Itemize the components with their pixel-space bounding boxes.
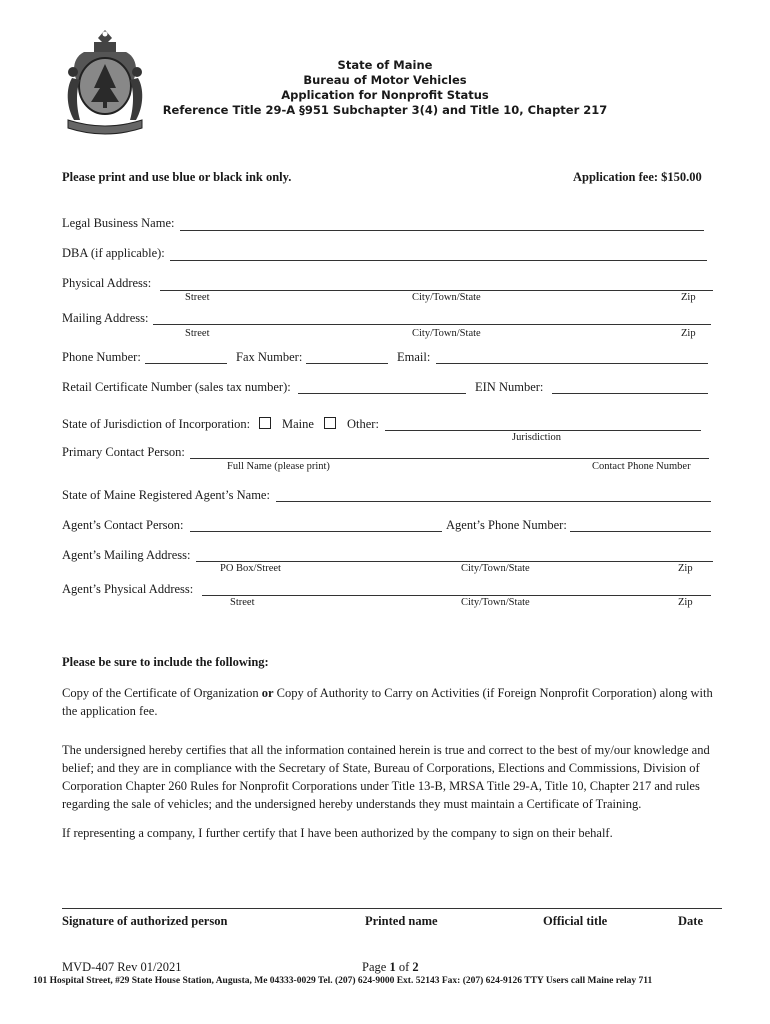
page-number: Page 1 of 2 — [362, 960, 419, 974]
primary-contact-field[interactable] — [190, 458, 709, 459]
header-bureau: Bureau of Motor Vehicles — [303, 73, 467, 87]
dba-field[interactable] — [170, 260, 707, 261]
maine-checkbox[interactable] — [259, 417, 271, 429]
application-fee: Application fee: $150.00 — [573, 170, 702, 184]
email-field[interactable] — [436, 363, 708, 364]
ein-field[interactable] — [552, 393, 708, 394]
zip-caption: Zip — [678, 597, 693, 608]
ink-instructions: Please print and use blue or black ink only. — [62, 170, 292, 184]
agent-contact-field[interactable] — [190, 531, 442, 532]
po-box-caption: PO Box/Street — [220, 563, 281, 574]
header-title: State of Maine — [337, 58, 433, 72]
mailing-address-label: Mailing Address: — [62, 311, 149, 325]
agent-name-label: State of Maine Registered Agent’s Name: — [62, 488, 270, 502]
header-reference: Reference Title 29-A §951 Subchapter 3(4) and Title 10, Chapter 217 — [162, 103, 608, 117]
zip-caption: Zip — [678, 563, 693, 574]
retail-cert-label: Retail Certificate Number (sales tax number): — [62, 380, 291, 394]
agent-phone-field[interactable] — [570, 531, 711, 532]
agent-mailing-label: Agent’s Mailing Address: — [62, 548, 191, 562]
printed-name-label: Printed name — [365, 914, 438, 928]
legal-name-field[interactable] — [180, 230, 704, 231]
certification-text: The undersigned hereby certifies that all the information contained herein is true and correct to the best of my/our knowledge and belief; and they are in compliance with the Secretary of State, Bureau of Corporations, Elections and Commissions, Division of Corporation Chapter 260 Rules for Nonprofit Corporations under Title 13-B, MRSA Title 29-A, Title 10, Chapter 217 and rules regarding the sale of vehicles; and the undersigned hereby understands they must maintain a Certificate of Training. — [62, 743, 710, 811]
agent-contact-label: Agent’s Contact Person: — [62, 518, 184, 532]
retail-cert-field[interactable] — [298, 393, 466, 394]
jurisdiction-label: State of Jurisdiction of Incorporation: — [62, 417, 251, 431]
footer-address: 101 Hospital Street, #29 State House Station, Augusta, Me 04333-0029 Tel. (207) 624-9000 Ext. 52143 Fax: (207) 624-9126 TTY Users call Maine relay 711 — [33, 976, 653, 986]
agent-physical-field[interactable] — [202, 595, 711, 596]
agent-phone-label: Agent’s Phone Number: — [446, 518, 567, 532]
ein-label: EIN Number: — [475, 380, 544, 394]
zip-caption: Zip — [681, 328, 696, 339]
street-caption: Street — [230, 597, 255, 608]
full-name-caption: Full Name (please print) — [227, 461, 330, 472]
jurisdiction-caption: Jurisdiction — [512, 432, 561, 443]
city-caption: City/Town/State — [412, 328, 481, 339]
date-label: Date — [678, 914, 703, 928]
header-form-title: Application for Nonprofit Status — [281, 88, 489, 102]
primary-contact-label: Primary Contact Person: — [62, 445, 185, 459]
street-caption: Street — [185, 328, 210, 339]
fax-field[interactable] — [306, 363, 388, 364]
signature-label: Signature of authorized person — [62, 914, 228, 928]
legal-name-label: Legal Business Name: — [62, 216, 175, 230]
fax-label: Fax Number: — [236, 350, 303, 364]
include-text: Copy of the Certificate of Organization or Copy of Authority to Carry on Activities (if Foreign Nonprofit Corporation) along with the application fee. — [62, 686, 713, 718]
zip-caption: Zip — [681, 292, 696, 303]
city-caption: City/Town/State — [412, 292, 481, 303]
physical-address-label: Physical Address: — [62, 276, 152, 290]
dba-label: DBA (if applicable): — [62, 246, 165, 260]
include-heading: Please be sure to include the following: — [62, 655, 269, 669]
agent-name-field[interactable] — [276, 501, 711, 502]
city-caption: City/Town/State — [461, 597, 530, 608]
phone-field[interactable] — [145, 363, 227, 364]
company-certification-text: If representing a company, I further certify that I have been authorized by the company to sign on their behalf. — [62, 826, 613, 840]
other-jurisdiction-field[interactable] — [385, 430, 701, 431]
agent-physical-label: Agent’s Physical Address: — [62, 582, 194, 596]
street-caption: Street — [185, 292, 210, 303]
contact-phone-caption: Contact Phone Number — [592, 461, 691, 472]
email-label: Email: — [397, 350, 431, 364]
official-title-label: Official title — [543, 914, 608, 928]
city-caption: City/Town/State — [461, 563, 530, 574]
phone-label: Phone Number: — [62, 350, 141, 364]
physical-address-field[interactable] — [160, 290, 713, 291]
maine-label: Maine — [282, 417, 314, 431]
agent-mailing-field[interactable] — [196, 561, 713, 562]
other-label: Other: — [347, 417, 379, 431]
form-id: MVD-407 Rev 01/2021 — [62, 960, 182, 974]
other-checkbox[interactable] — [324, 417, 336, 429]
signature-line[interactable] — [62, 908, 722, 909]
mailing-address-field[interactable] — [153, 324, 711, 325]
